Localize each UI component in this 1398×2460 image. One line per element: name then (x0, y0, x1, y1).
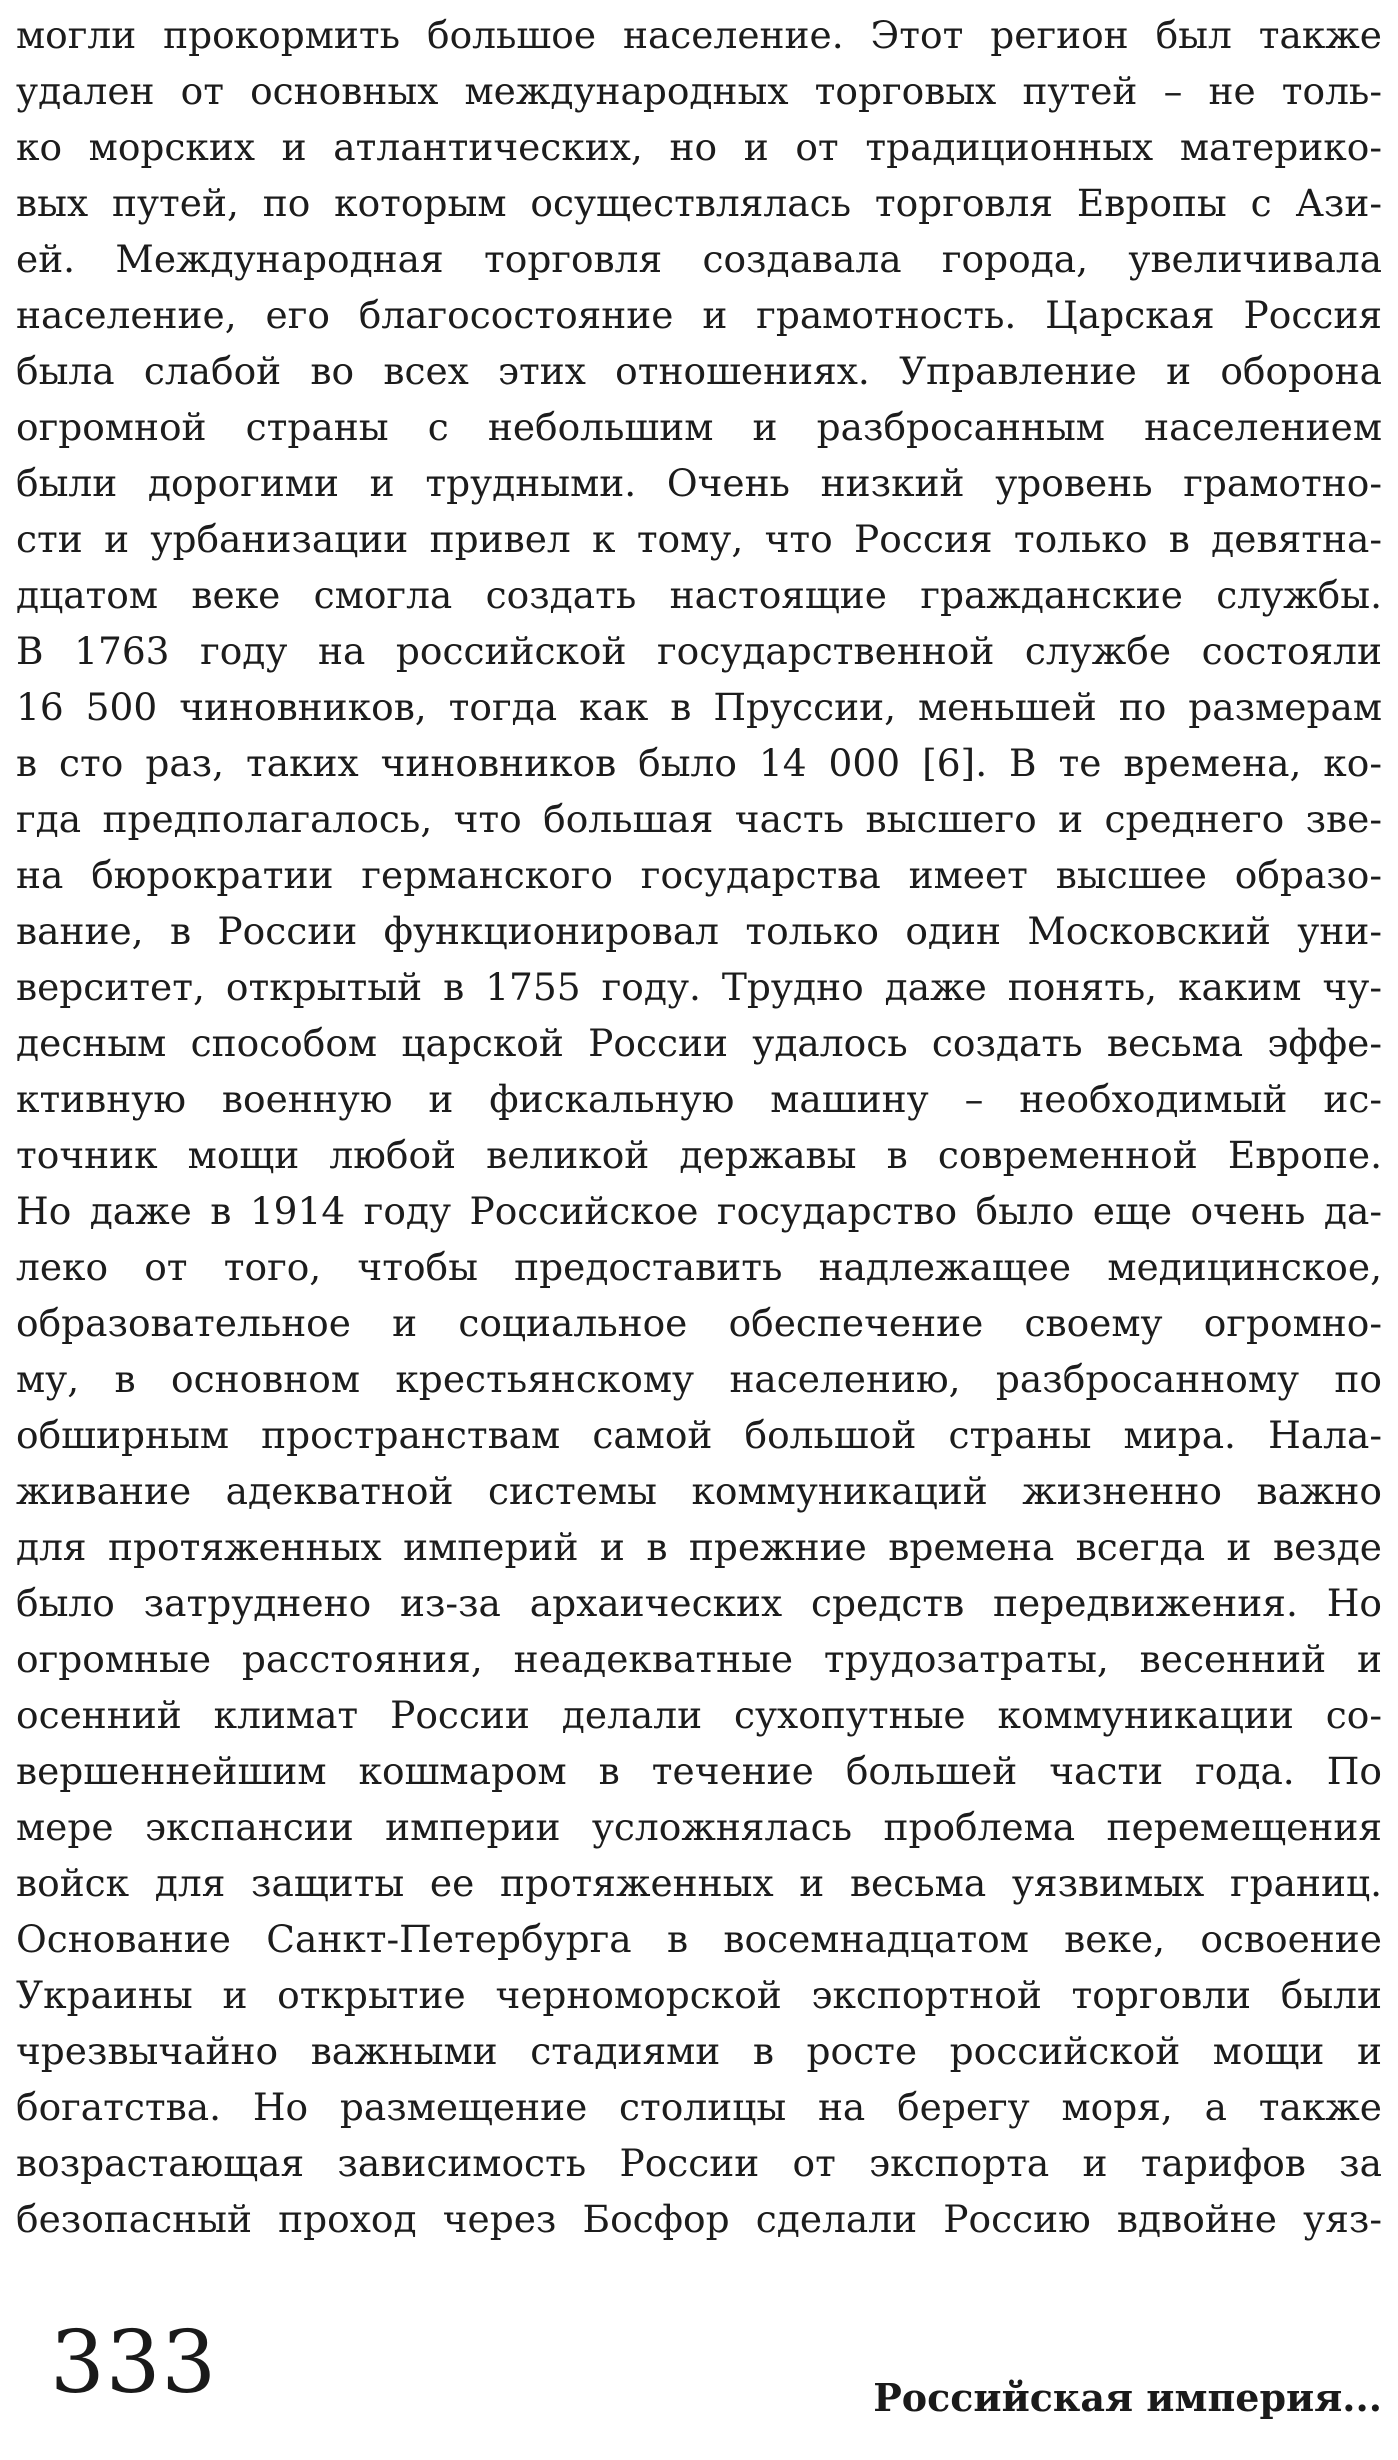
text-line: живание адекватной системы коммуникаций жизненно важно (16, 1469, 1382, 1513)
text-line: население, его благосостояние и грамотность. Царская Россия (16, 293, 1382, 337)
text-line: Основание Санкт-Петербурга в восемнадцатом веке, освоение (16, 1917, 1382, 1961)
text-line: для протяженных империй и в прежние времена всегда и везде (16, 1525, 1382, 1569)
text-line: на бюрократии германского государства имеет высшее образо- (16, 853, 1382, 897)
text-line: Украины и открытие черноморской экспортной торговли были (16, 1973, 1382, 2017)
text-line: леко от того, чтобы предоставить надлежащее медицинское, (16, 1245, 1382, 1289)
page-number: 333 (50, 2313, 218, 2413)
text-line: осенний климат России делали сухопутные коммуникации со- (16, 1693, 1382, 1737)
text-line: образовательное и социальное обеспечение своему огромно- (16, 1301, 1382, 1345)
text-line: удален от основных международных торговых путей – не толь- (16, 69, 1382, 113)
text-line: дцатом веке смогла создать настоящие гражданские службы. (16, 573, 1382, 617)
text-line: точник мощи любой великой державы в современной Европе. (16, 1133, 1382, 1177)
text-line: ко морских и атлантических, но и от традиционных материко- (16, 125, 1382, 169)
text-line: было затруднено из-за архаических средств передвижения. Но (16, 1581, 1382, 1625)
text-line: В 1763 году на российской государственной службе состояли (16, 629, 1382, 673)
text-line: могли прокормить большое население. Этот регион был также (16, 13, 1382, 57)
text-line: огромной страны с небольшим и разбросанным населением (16, 405, 1382, 449)
text-line: верситет, открытый в 1755 году. Трудно даже понять, каким чу- (16, 965, 1382, 1009)
text-line: вершеннейшим кошмаром в течение большей части года. По (16, 1749, 1382, 1793)
running-title: Российская империя... (873, 2375, 1382, 2420)
text-line: чрезвычайно важными стадиями в росте российской мощи и (16, 2029, 1382, 2073)
text-line: десным способом царской России удалось создать весьма эффе- (16, 1021, 1382, 1065)
text-line: 16 500 чиновников, тогда как в Пруссии, меньшей по размерам (16, 685, 1382, 729)
text-line: ей. Международная торговля создавала города, увеличивала (16, 237, 1382, 281)
text-line: Но даже в 1914 году Российское государство было еще очень да- (16, 1189, 1382, 1233)
text-line: сти и урбанизации привел к тому, что Россия только в девятна- (16, 517, 1382, 561)
text-line: богатства. Но размещение столицы на берегу моря, а также (16, 2085, 1382, 2129)
text-line: обширным пространствам самой большой страны мира. Нала- (16, 1413, 1382, 1457)
text-line: была слабой во всех этих отношениях. Управление и оборона (16, 349, 1382, 393)
text-line: вание, в России функционировал только один Московский уни- (16, 909, 1382, 953)
text-line: гда предполагалось, что большая часть высшего и среднего зве- (16, 797, 1382, 841)
text-line: были дорогими и трудными. Очень низкий уровень грамотно- (16, 461, 1382, 505)
text-line: огромные расстояния, неадекватные трудозатраты, весенний и (16, 1637, 1382, 1681)
text-line: ктивную военную и фискальную машину – необходимый ис- (16, 1077, 1382, 1121)
text-line: вых путей, по которым осуществлялась торговля Европы с Ази- (16, 181, 1382, 225)
text-line: безопасный проход через Босфор сделали Россию вдвойне уяз- (16, 2197, 1382, 2241)
text-line: мере экспансии империи усложнялась проблема перемещения (16, 1805, 1382, 1849)
text-line: войск для защиты ее протяженных и весьма уязвимых границ. (16, 1861, 1382, 1905)
text-line: возрастающая зависимость России от экспорта и тарифов за (16, 2141, 1382, 2185)
text-line: му, в основном крестьянскому населению, разбросанному по (16, 1357, 1382, 1401)
text-line: в сто раз, таких чиновников было 14 000 [6]. В те времена, ко- (16, 741, 1382, 785)
